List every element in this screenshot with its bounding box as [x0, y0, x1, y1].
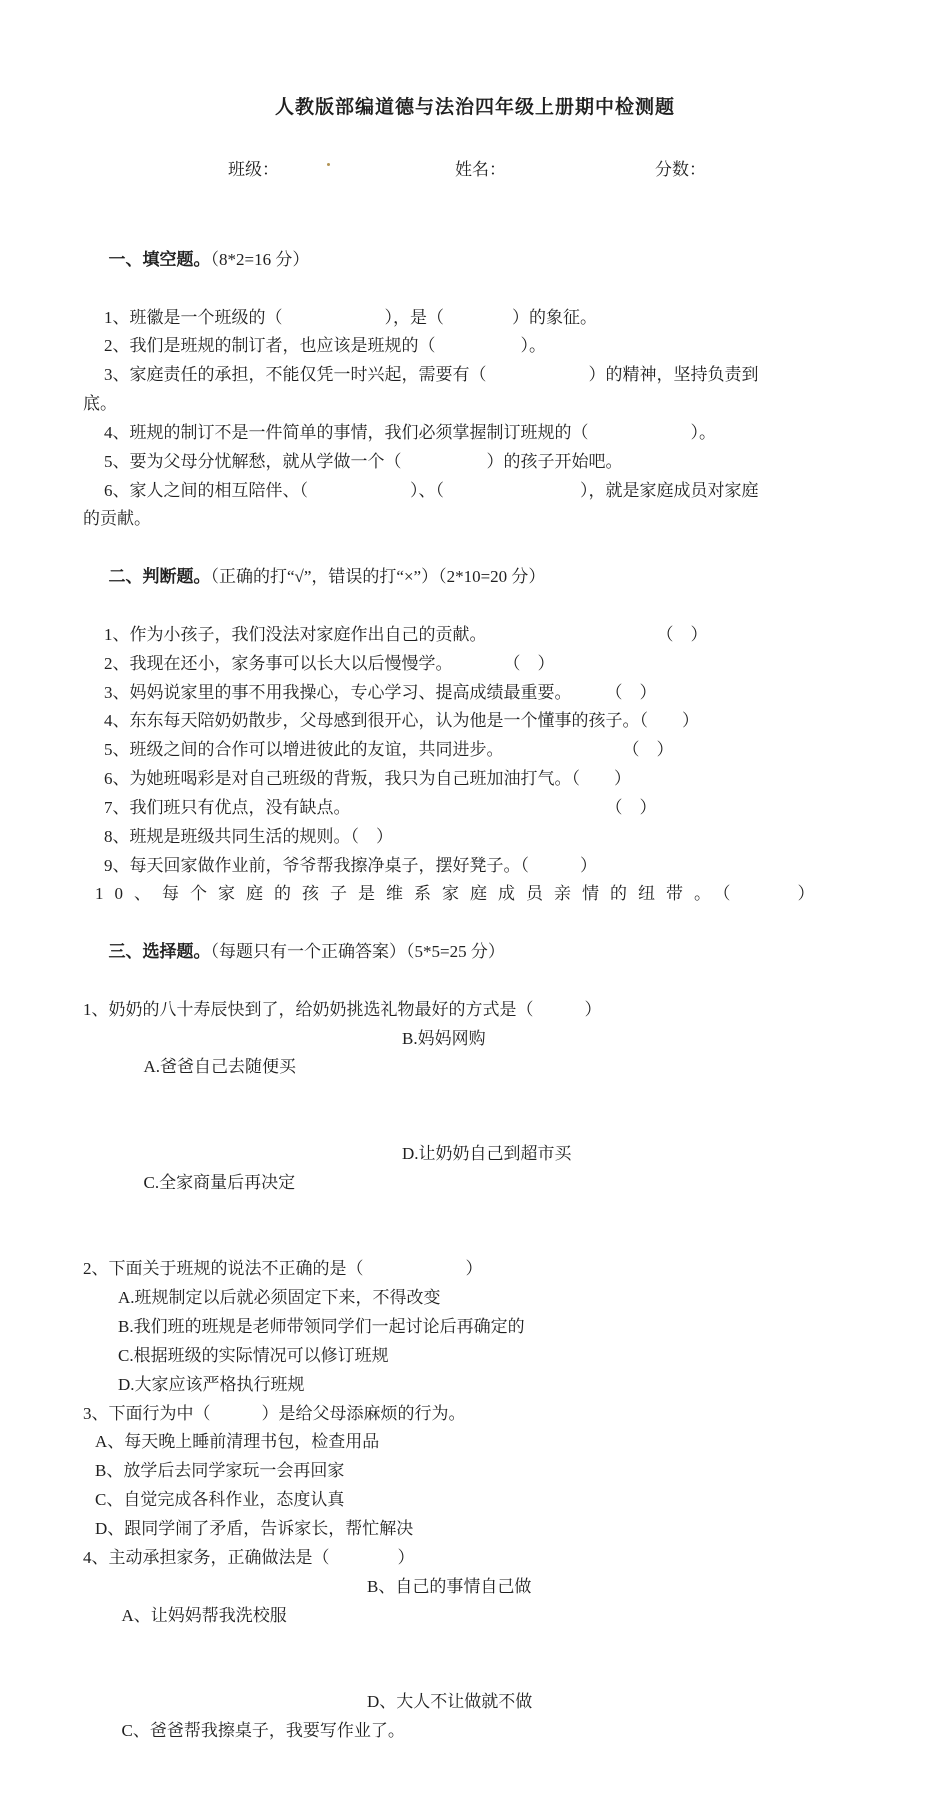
section1-heading-note: （8*2=16 分） [210, 249, 310, 269]
choice-q4-option-a: A、让妈妈帮我洗校服 [121, 1605, 287, 1625]
class-label: 班级： [228, 160, 279, 179]
section3-heading-note: （每题只有一个正确答案）（5*5=25 分） [210, 942, 505, 962]
fill-q6-line2: 的贡献。 [83, 509, 151, 529]
judge-item-7: 7、我们班只有优点，没有缺点。 （ ） [104, 797, 657, 817]
fill-q6-line1: 6、家人之间的相互陪伴、（ ）、（ ），就是家庭成员对家庭 [104, 480, 759, 500]
choice-q1: 1、奶奶的八十寿辰快到了，给奶奶挑选礼物最好的方式是（ ） [83, 999, 602, 1019]
section2-heading [83, 534, 895, 621]
score-label: 分数： [655, 160, 706, 179]
name-label: 姓名： [455, 160, 506, 179]
choice-q1-options-row2 [83, 1140, 895, 1255]
choice-q1-option-d: D.让奶奶自己到超市买 [402, 1144, 572, 1163]
judge-item-1: 1、作为小孩子，我们没法对家庭作出自己的贡献。 （ ） [104, 624, 708, 644]
fill-q4: 4、班规的制订不是一件简单的事情，我们必须掌握制订班规的（ ）。 [104, 422, 716, 442]
choice-q2-option-c: C.根据班级的实际情况可以修订班规 [118, 1345, 389, 1365]
fill-q3-line1: 3、家庭责任的承担，不能仅凭一时兴起，需要有（ ）的精神，坚持负责到 [104, 365, 759, 385]
section1-heading-title: 一、填空题。 [108, 249, 211, 269]
choice-q4-option-c: C、爸爸帮我擦桌子，我要写作业了。 [121, 1720, 405, 1740]
judge-item-2: 2、我现在还小，家务事可以长大以后慢慢学。 （ ） [104, 653, 555, 673]
section2-heading-title: 二、判断题。 [108, 567, 211, 587]
choice-q2: 2、下面关于班规的说法不正确的是（ ） [83, 1259, 483, 1279]
fill-q3-line2: 底。 [83, 394, 117, 414]
choice-q4: 4、主动承担家务，正确做法是（ ） [83, 1547, 415, 1567]
judge-item-6: 6、为她班喝彩是对自己班级的背叛，我只为自己班加油打气。（ ） [104, 769, 631, 789]
choice-q1-option-c: C.全家商量后再决定 [143, 1172, 296, 1192]
judge-item-8: 8、班规是班级共同生活的规则。（ ） [104, 826, 393, 846]
choice-q3-option-c: C、自觉完成各科作业，态度认真 [95, 1490, 345, 1510]
judge-item-10: 10、每个家庭的孩子是维系家庭成员亲情的纽带。（ ） [95, 884, 826, 904]
document-body [83, 217, 895, 1803]
student-info-row [83, 155, 950, 177]
choice-q4-option-d: D、大人不让做就不做 [367, 1692, 533, 1712]
judge-item-4: 4、东东每天陪奶奶散步，父母感到很开心，认为他是一个懂事的孩子。（ ） [104, 711, 699, 731]
judge-item-5: 5、班级之间的合作可以增进彼此的友谊，共同进步。 （ ） [104, 740, 674, 760]
choice-q2-option-d: D.大家应该严格执行班规 [118, 1374, 305, 1394]
section1-heading [83, 217, 895, 304]
choice-q4-options-row1 [83, 1573, 895, 1688]
judge-item-9: 9、每天回家做作业前，爷爷帮我擦净桌子，摆好凳子。（ ） [104, 855, 597, 875]
fill-q2: 2、我们是班规的制订者，也应该是班规的（ ）。 [104, 336, 546, 356]
section3-heading [83, 909, 895, 996]
choice-q4-options-row2 [83, 1688, 895, 1803]
choice-q1-option-a: A.爸爸自己去随便买 [143, 1057, 297, 1077]
section2-heading-note: （正确的打“√”，错误的打“×”）（2*10=20 分） [210, 567, 546, 587]
choice-q3-option-a: A、每天晚上睡前清理书包，检查用品 [95, 1432, 380, 1452]
choice-q2-option-b: B.我们班的班规是老师带领同学们一起讨论后再确定的 [118, 1317, 525, 1337]
choice-q3: 3、下面行为中（ ）是给父母添麻烦的行为。 [83, 1403, 466, 1423]
judge-item-3: 3、妈妈说家里的事不用我操心，专心学习、提高成绩最重要。 （ ） [104, 682, 657, 702]
choice-q4-option-b: B、自己的事情自己做 [367, 1576, 532, 1596]
fill-q5: 5、要为父母分忧解愁，就从学做一个（ ）的孩子开始吧。 [104, 451, 623, 471]
choice-q1-option-b: B.妈妈网购 [402, 1028, 486, 1048]
choice-q1-options-row1 [83, 1025, 895, 1140]
choice-q2-option-a: A.班规制定以后就必须固定下来，不得改变 [118, 1288, 441, 1308]
section3-heading-title: 三、选择题。 [108, 942, 211, 962]
choice-q3-option-b: B、放学后去同学家玩一会再回家 [95, 1461, 345, 1481]
stray-ink-dot [327, 163, 330, 166]
page-title: 人教版部编道德与法治四年级上册期中检测题 [274, 97, 675, 118]
fill-q1: 1、班徽是一个班级的（ ），是（ ）的象征。 [104, 307, 597, 327]
choice-q3-option-d: D、跟同学闹了矛盾，告诉家长，帮忙解决 [95, 1518, 414, 1538]
